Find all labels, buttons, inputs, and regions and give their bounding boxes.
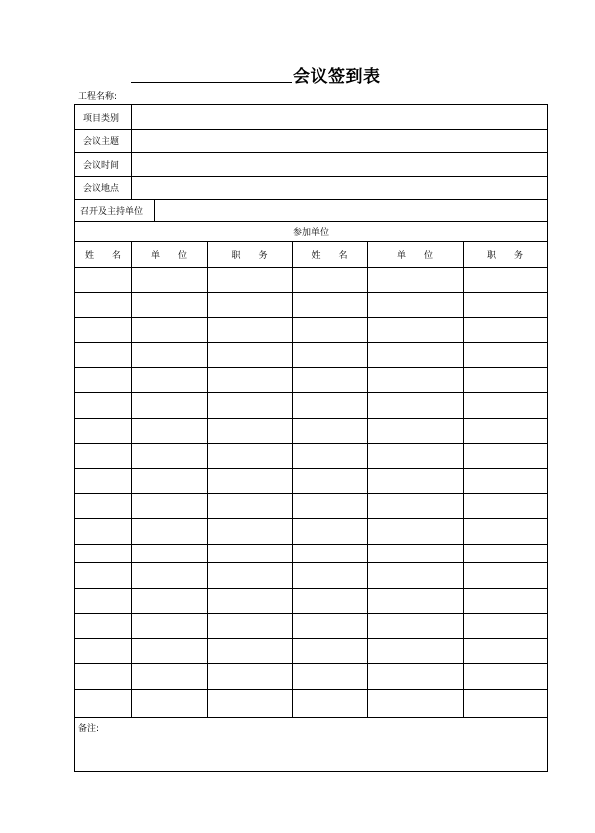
column-header-position-1: 职 务	[231, 250, 268, 261]
grid-line	[75, 468, 547, 469]
grid-line	[75, 613, 547, 614]
project-type-field[interactable]	[132, 105, 547, 129]
grid-line	[75, 317, 547, 318]
grid-line	[75, 544, 547, 545]
grid-line	[75, 342, 547, 343]
meeting-topic-field[interactable]	[132, 129, 547, 152]
grid-line	[75, 152, 547, 153]
grid-line	[75, 221, 547, 222]
host-unit-field[interactable]	[154, 199, 547, 221]
title-area	[131, 60, 431, 86]
grid-line	[75, 367, 547, 368]
grid-line	[75, 292, 547, 293]
title-underline	[131, 82, 292, 83]
grid-line	[75, 129, 547, 130]
column-header-unit-2: 单 位	[396, 250, 433, 261]
grid-line	[75, 493, 547, 494]
grid-line	[207, 241, 208, 717]
grid-line	[75, 588, 547, 589]
grid-line	[75, 418, 547, 419]
grid-line	[75, 562, 547, 563]
grid-line	[75, 638, 547, 639]
label-project-type: 项目类别	[83, 113, 120, 124]
label-meeting-topic: 会议主题	[83, 137, 120, 147]
remarks-field[interactable]	[75, 719, 547, 771]
grid-line	[75, 689, 547, 690]
label-meeting-place: 会议地点	[83, 184, 120, 194]
grid-line	[463, 241, 464, 717]
grid-line	[75, 717, 547, 718]
sign-in-form	[74, 104, 548, 772]
grid-line	[75, 199, 547, 200]
grid-line	[75, 663, 547, 664]
participants-section-label: 参加单位	[292, 227, 329, 238]
grid-line	[131, 241, 132, 717]
grid-line	[75, 518, 547, 519]
page-title: 会议签到表	[293, 67, 381, 87]
meeting-place-field[interactable]	[132, 176, 547, 199]
column-header-position-2: 职 务	[486, 250, 523, 261]
meeting-time-field[interactable]	[132, 152, 547, 176]
grid-line	[292, 241, 293, 717]
grid-line	[75, 241, 547, 242]
label-host-unit: 召开及主持单位	[80, 206, 144, 217]
label-meeting-time: 会议时间	[83, 160, 120, 171]
grid-line	[131, 105, 132, 199]
column-header-name-2: 姓 名	[311, 250, 348, 261]
column-header-unit-1: 单 位	[150, 250, 187, 261]
grid-line	[75, 392, 547, 393]
remarks-label: 备注:	[78, 723, 100, 734]
project-name-label: 工程名称:	[78, 92, 118, 102]
grid-line	[154, 199, 155, 221]
grid-line	[75, 267, 547, 268]
grid-line	[367, 241, 368, 717]
column-header-name-1: 姓 名	[84, 250, 121, 261]
grid-line	[75, 443, 547, 444]
grid-line	[75, 176, 547, 177]
